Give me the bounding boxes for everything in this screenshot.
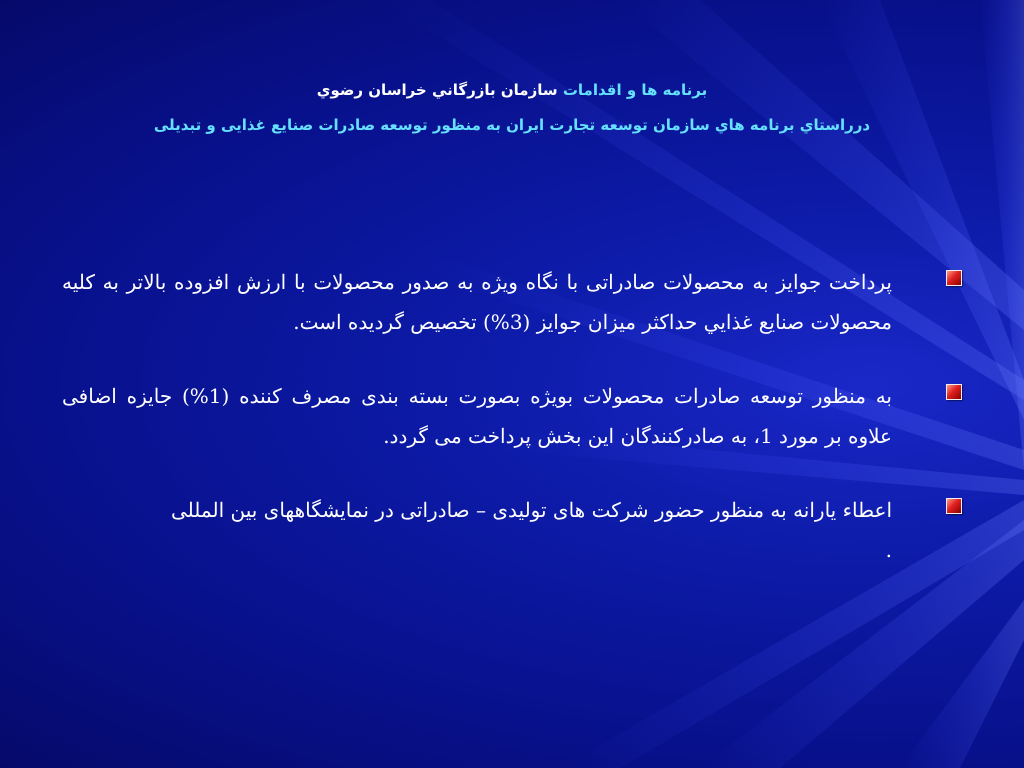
bullet-text: پرداخت جوایز به محصولات صادراتی با نگاه ویژه به صدور محصولات با ارزش افزوده بالاتر به کلیه محصولات صنایع غذايي حداکثر میزان جوایز (3%) تخصیص گردیده است. [62, 270, 892, 334]
bullet-item [62, 262, 962, 342]
bullet-item [62, 490, 962, 570]
bullet-end-punct: . [885, 538, 892, 562]
bullet-text: اعطاء یارانه به منظور حضور شرکت های تولیدی – صادراتی در نمایشگاههای بین المللی [171, 498, 892, 522]
bullet-text: به منظور توسعه صادرات محصولات بویژه بصورت بسته بندی مصرف کننده (1%) جایزه اضافی علاوه بر مورد 1، به صادرکنندگان این بخش پرداخت می گردد. [62, 384, 892, 448]
title-block [0, 78, 1024, 136]
page-subtitle: درراستاي برنامه هاي سازمان توسعه تجارت ايران به منظور توسعه صادرات صنايع غذايی و تبدیلی [153, 116, 871, 134]
bullet-marker-icon [946, 384, 962, 400]
bullet-item [62, 376, 962, 456]
bullet-marker-icon [946, 270, 962, 286]
title-rest: سازمان بازرگاني خراسان رضوي [316, 81, 558, 99]
page-title [0, 78, 1024, 102]
bullet-marker-icon [946, 498, 962, 514]
title-accent: برنامه ها و اقدامات [562, 81, 708, 99]
bullet-list [62, 262, 962, 570]
